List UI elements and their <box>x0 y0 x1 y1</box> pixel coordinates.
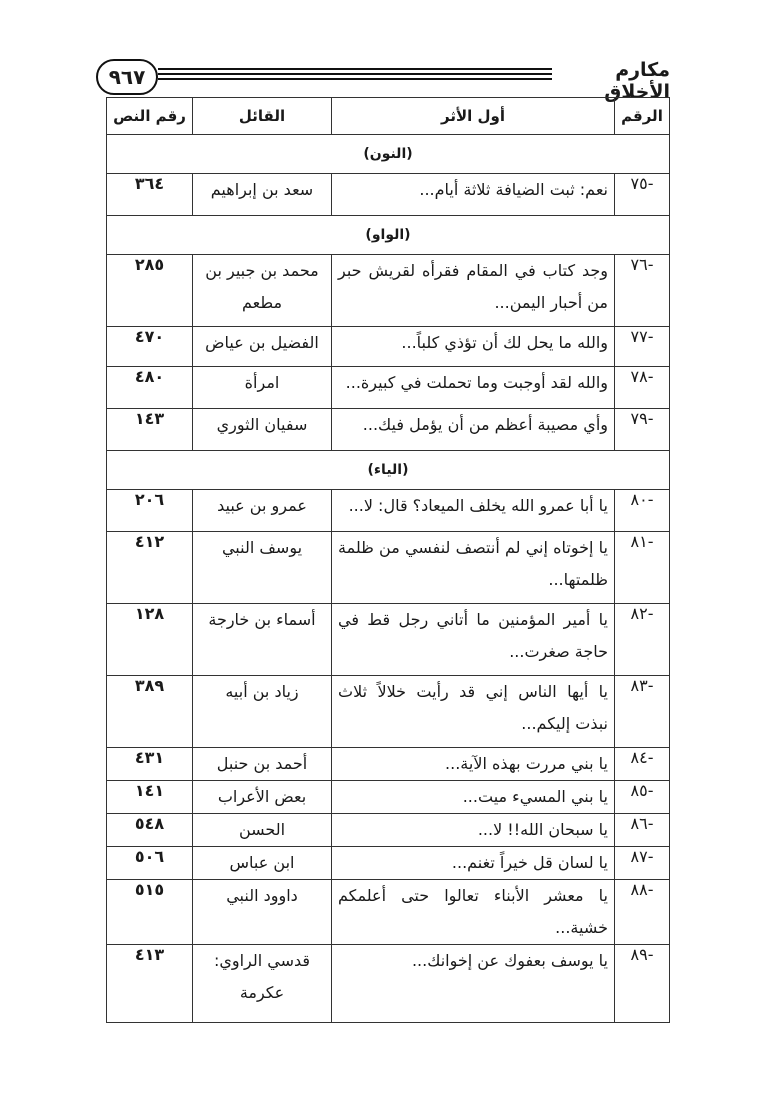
first-words: يا معشر الأبناء تعالوا حتى أعلمكم خشية... <box>332 880 615 945</box>
column-header-text-number: رقم النص <box>107 98 193 135</box>
first-words: يا يوسف بعفوك عن إخوانك... <box>332 945 615 1023</box>
table-row <box>107 490 670 532</box>
text-number: ١٤١ <box>107 781 193 814</box>
table-row <box>107 255 670 327</box>
entry-number: -٨٧ <box>615 847 670 880</box>
entry-number: -٨٩ <box>615 945 670 1023</box>
table-row <box>107 604 670 676</box>
table-row <box>107 814 670 847</box>
speaker: سعد بن إبراهيم <box>193 174 332 216</box>
first-words: يا بني مررت بهذه الآية... <box>332 748 615 781</box>
table-row <box>107 880 670 945</box>
first-words: يا لسان قل خيراً تغنم... <box>332 847 615 880</box>
first-words: يا أيها الناس إني قد رأيت خلالاً ثلاث نبذت إليكم... <box>332 676 615 748</box>
text-number: ٤١٣ <box>107 945 193 1023</box>
section-row <box>107 135 670 174</box>
speaker: امرأة <box>193 367 332 409</box>
speaker: أسماء بن خارجة <box>193 604 332 676</box>
text-number: ٤٣١ <box>107 748 193 781</box>
entry-number: -٨٤ <box>615 748 670 781</box>
table-row <box>107 409 670 451</box>
table-header-row <box>107 98 670 135</box>
first-words: وأي مصيبة أعظم من أن يؤمل فيك... <box>332 409 615 451</box>
speaker: يوسف النبي <box>193 532 332 604</box>
table-row <box>107 748 670 781</box>
entry-number: -٨١ <box>615 532 670 604</box>
header-rule <box>158 68 552 70</box>
page-header <box>96 57 670 103</box>
entry-number: -٨٣ <box>615 676 670 748</box>
speaker: الحسن <box>193 814 332 847</box>
first-words: والله لقد أوجبت وما تحملت في كبيرة... <box>332 367 615 409</box>
entry-number: -٧٥ <box>615 174 670 216</box>
section-title: (الواو) <box>107 216 670 255</box>
speaker: سفيان الثوري <box>193 409 332 451</box>
first-words: يا إخوتاه إني لم أنتصف لنفسي من ظلمة ظلمتها... <box>332 532 615 604</box>
header-rule <box>158 73 552 75</box>
column-header-number: الرقم <box>615 98 670 135</box>
text-number: ٥٤٨ <box>107 814 193 847</box>
speaker: ابن عباس <box>193 847 332 880</box>
speaker: محمد بن جبير بن مطعم <box>193 255 332 327</box>
entry-number: -٨٢ <box>615 604 670 676</box>
section-title: (النون) <box>107 135 670 174</box>
text-number: ١٢٨ <box>107 604 193 676</box>
book-title: مكارم الأخلاق <box>604 59 670 103</box>
speaker: قدسي الراوي: عكرمة <box>193 945 332 1023</box>
table-row <box>107 532 670 604</box>
page-number: ٩٦٧ <box>96 59 158 95</box>
narrations-index-table <box>106 97 670 1023</box>
section-row <box>107 451 670 490</box>
speaker: داوود النبي <box>193 880 332 945</box>
entry-number: -٧٩ <box>615 409 670 451</box>
entry-number: -٨٦ <box>615 814 670 847</box>
entry-number: -٨٠ <box>615 490 670 532</box>
table-row <box>107 676 670 748</box>
speaker: بعض الأعراب <box>193 781 332 814</box>
text-number: ٤٧٠ <box>107 327 193 367</box>
section-title: (الياء) <box>107 451 670 490</box>
text-number: ٢٨٥ <box>107 255 193 327</box>
speaker: عمرو بن عبيد <box>193 490 332 532</box>
first-words: يا سبحان الله!! لا... <box>332 814 615 847</box>
text-number: ٤٨٠ <box>107 367 193 409</box>
first-words: وجد كتاب في المقام فقرأه لقريش حبر من أحبار اليمن... <box>332 255 615 327</box>
text-number: ٣٦٤ <box>107 174 193 216</box>
header-rule <box>158 78 552 80</box>
text-number: ٢٠٦ <box>107 490 193 532</box>
table-row <box>107 847 670 880</box>
first-words: يا أمير المؤمنين ما أتاني رجل قط في حاجة صغرت... <box>332 604 615 676</box>
table-row <box>107 174 670 216</box>
table-row <box>107 945 670 1023</box>
table-row <box>107 327 670 367</box>
entry-number: -٧٧ <box>615 327 670 367</box>
entry-number: -٨٨ <box>615 880 670 945</box>
first-words: نعم: ثبت الضيافة ثلاثة أيام... <box>332 174 615 216</box>
first-words: يا بني المسيء ميت... <box>332 781 615 814</box>
table-row <box>107 781 670 814</box>
text-number: ١٤٣ <box>107 409 193 451</box>
entry-number: -٨٥ <box>615 781 670 814</box>
first-words: يا أبا عمرو الله يخلف الميعاد؟ قال: لا... <box>332 490 615 532</box>
text-number: ٤١٢ <box>107 532 193 604</box>
first-words: والله ما يحل لك أن تؤذي كلباً... <box>332 327 615 367</box>
column-header-speaker: القائل <box>193 98 332 135</box>
entry-number: -٧٦ <box>615 255 670 327</box>
entry-number: -٧٨ <box>615 367 670 409</box>
speaker: الفضيل بن عياض <box>193 327 332 367</box>
table-row <box>107 367 670 409</box>
text-number: ٥١٥ <box>107 880 193 945</box>
speaker: أحمد بن حنبل <box>193 748 332 781</box>
text-number: ٥٠٦ <box>107 847 193 880</box>
text-number: ٣٨٩ <box>107 676 193 748</box>
speaker: زياد بن أبيه <box>193 676 332 748</box>
section-row <box>107 216 670 255</box>
table-body <box>107 135 670 1023</box>
column-header-first-words: أول الأثر <box>332 98 615 135</box>
